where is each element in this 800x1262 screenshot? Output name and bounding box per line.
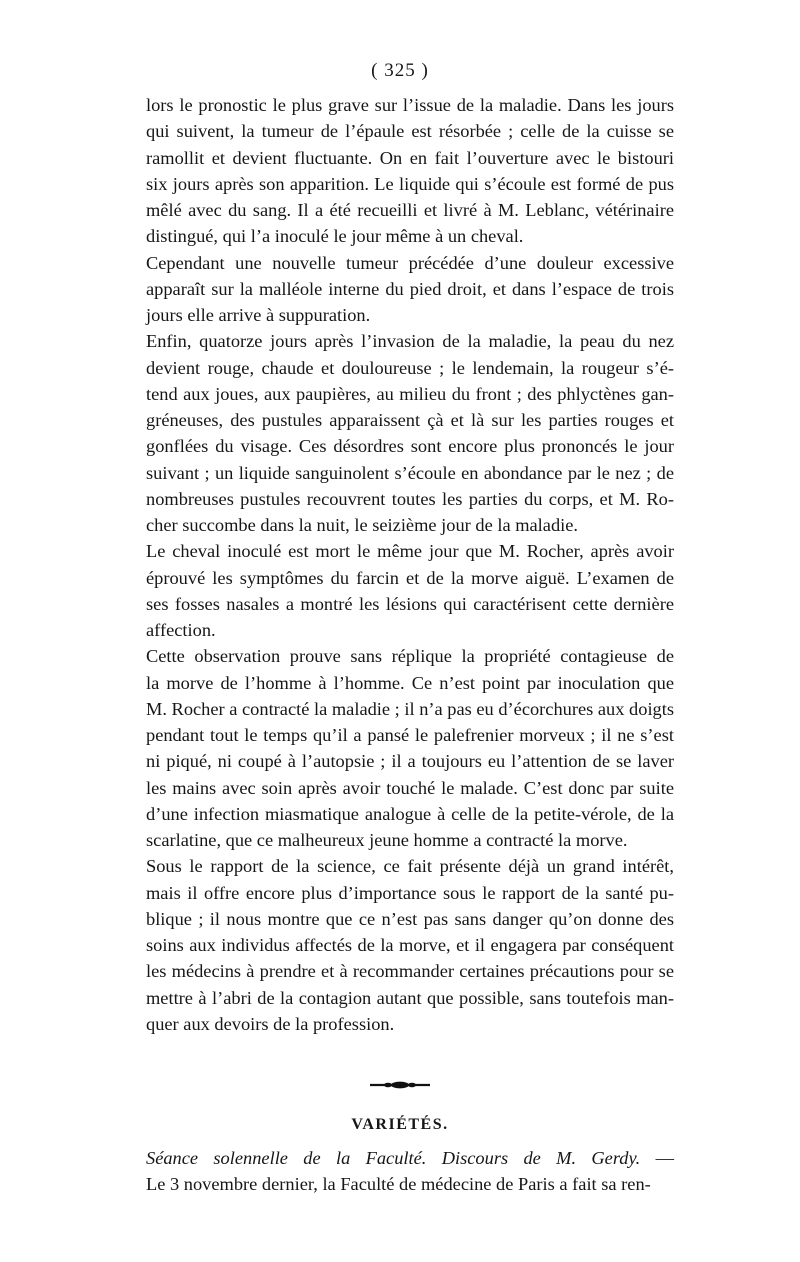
- paragraph-line: gonflées du visage. Ces désordres sont encore plus prononcés le jour: [146, 436, 674, 457]
- section-title: VARIÉTÉS.: [351, 1116, 449, 1133]
- paragraph: [126, 92, 674, 250]
- paragraph: [126, 250, 674, 329]
- paragraph-line: distingué, qui l’a inoculé le jour même à un cheval.: [146, 226, 524, 247]
- document-page: [126, 58, 674, 1198]
- section-intro: [126, 1145, 674, 1198]
- paragraph-line: Sous le rapport de la science, ce fait présente déjà un grand intérêt,: [146, 856, 674, 877]
- paragraph-line: blique ; il nous montre que ce n’est pas sans danger qu’on donne des: [146, 908, 674, 929]
- paragraph-line: apparaît sur la malléole interne du pied droit, et dans l’espace de trois: [146, 278, 674, 299]
- paragraph-line: devient rouge, chaude et douloureuse ; le lendemain, la rougeur s’é-: [146, 357, 674, 378]
- paragraph-line: mettre à l’abri de la contagion autant que possible, sans toutefois man-: [146, 987, 674, 1008]
- paragraph-line: d’une infection miasmatique analogue à celle de la petite-vérole, de la: [146, 803, 674, 824]
- paragraph-line: les médecins à prendre et à recommander certaines précautions pour se: [146, 961, 674, 982]
- paragraph: [126, 328, 674, 538]
- ornament-divider-icon: [360, 1055, 440, 1105]
- paragraph-line: gréneuses, des pustules apparaissent çà et là sur les parties rouges et: [146, 410, 674, 430]
- paragraph: [126, 853, 674, 1037]
- section-intro-dash: —: [640, 1148, 674, 1168]
- paragraph-line: nombreuses pustules recouvrent toutes les parties du corps, et M. Ro-: [146, 488, 674, 509]
- page-number: ( 325 ): [371, 60, 429, 81]
- paragraph-line: six jours après son apparition. Le liquide qui s’écoule est formé de pus: [146, 173, 674, 194]
- paragraph-line: Cette observation prouve sans réplique la propriété contagieuse de: [146, 646, 674, 667]
- paragraph: [126, 643, 674, 853]
- section-intro-line: [126, 1145, 674, 1171]
- paragraph-line: pendant tout le temps qu’il a pansé le palefrenier morveux ; il ne s’est: [146, 725, 674, 745]
- paragraph-line: soins aux individus affectés de la morve, et il engagera par conséquent: [146, 935, 674, 955]
- paragraph-line: tend aux joues, aux paupières, au milieu du front ; des phlyctènes gan-: [146, 383, 674, 404]
- paragraph: [126, 538, 674, 643]
- paragraph-line: qui suivent, la tumeur de l’épaule est résorbée ; celle de la cuisse se: [146, 121, 674, 142]
- section-ornament: [126, 1055, 674, 1105]
- section-last-line: Le 3 novembre dernier, la Faculté de médecine de Paris a fait sa ren-: [146, 1174, 651, 1195]
- paragraph-line: cher succombe dans la nuit, le seizième jour de la maladie.: [146, 515, 579, 535]
- paragraph-line: scarlatine, que ce malheureux jeune homme a contracté la morve.: [146, 830, 628, 850]
- paragraph-line: ni piqué, ni coupé à l’autopsie ; il a toujours eu l’attention de se laver: [146, 751, 674, 772]
- paragraph-line: Enfin, quatorze jours après l’invasion de la maladie, la peau du nez: [146, 331, 674, 352]
- paragraph-line: lors le pronostic le plus grave sur l’issue de la maladie. Dans les jours: [146, 95, 674, 115]
- paragraph-line: les mains avec soin après avoir touché le malade. C’est donc par suite: [146, 777, 674, 798]
- body-text: [126, 92, 674, 1037]
- paragraph-line: ses fosses nasales a montré les lésions qui caractérisent cette dernière: [146, 593, 674, 614]
- paragraph-line: ramollit et devient fluctuante. On en fait l’ouverture avec le bistouri: [146, 147, 674, 168]
- paragraph-line: mais il offre encore plus d’importance sous le rapport de la santé pu-: [146, 882, 674, 903]
- paragraph-line: mêlé avec du sang. Il a été recueilli et livré à M. Leblanc, vétérinaire: [146, 200, 674, 220]
- paragraph-line: la morve de l’homme à l’homme. Ce n’est point par inoculation que: [146, 672, 674, 693]
- paragraph-line: M. Rocher a contracté la maladie ; il n’a pas eu d’écorchures aux doigts: [146, 698, 675, 719]
- paragraph-line: Le cheval inoculé est mort le même jour que M. Rocher, après avoir: [146, 541, 674, 562]
- paragraph-line: Cependant une nouvelle tumeur précédée d’une douleur excessive: [146, 252, 674, 273]
- paragraph-line: éprouvé les symptômes du farcin et de la morve aiguë. L’examen de: [146, 567, 674, 588]
- paragraph-line: quer aux devoirs de la profession.: [146, 1013, 395, 1034]
- section-intro-italic: Séance solennelle de la Faculté. Discours de M. Gerdy.: [146, 1148, 641, 1168]
- paragraph-line: affection.: [146, 620, 216, 640]
- paragraph-line: jours elle arrive à suppuration.: [146, 305, 371, 325]
- paragraph-line: suivant ; un liquide sanguinolent s’écoule en abondance par le nez ; de: [146, 462, 674, 483]
